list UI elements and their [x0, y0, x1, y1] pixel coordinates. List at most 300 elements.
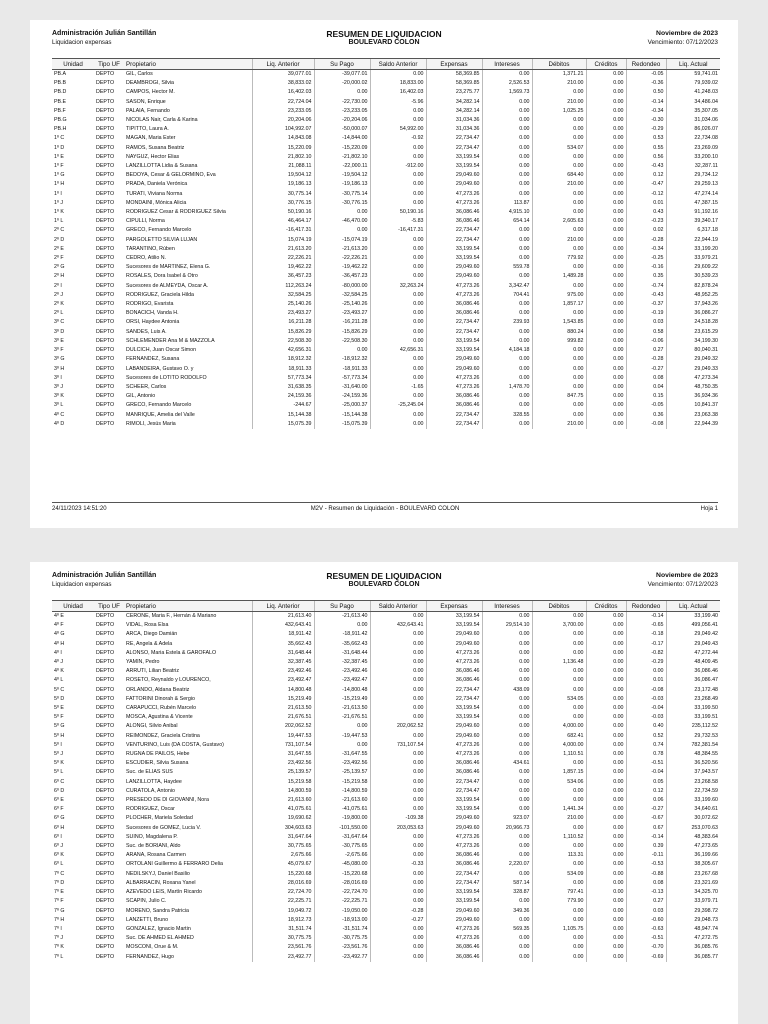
cell-expenses: 22,734.47 [426, 879, 482, 888]
cell-owner: SCHEER, Carlos [126, 383, 167, 390]
cell-owner: ESCUDIER, Silvia Susana [126, 760, 189, 767]
cell-interest: 0.00 [482, 630, 532, 639]
cell-interest: 0.00 [482, 796, 532, 805]
cell-interest: 0.00 [482, 658, 532, 667]
cell-rounding: 0.08 [626, 879, 666, 888]
cell-expenses: 29,049.60 [426, 916, 482, 925]
cell-unit: 3º L [54, 402, 64, 409]
table-row [52, 879, 720, 888]
cell-credits: 0.00 [586, 411, 626, 420]
cell-interest: 0.00 [482, 851, 532, 860]
cell-debits: 0.00 [532, 116, 586, 125]
table-row [52, 383, 720, 392]
table-row [52, 704, 720, 713]
table-row [52, 254, 720, 263]
cell-debits: 0.00 [532, 842, 586, 851]
table-row [52, 79, 720, 88]
cell-interest: 0.00 [482, 70, 532, 80]
cell-rounding: 0.56 [626, 153, 666, 162]
table-row [52, 750, 720, 759]
cell-interest: 0.00 [482, 897, 532, 906]
cell-prev-liq: 31,511.74 [252, 925, 314, 934]
table-row [52, 411, 720, 420]
cell-prev-liq: 14,843.08 [252, 134, 314, 143]
cell-prev-liq: 20,204.06 [252, 116, 314, 125]
cell-rounding: 0.03 [626, 907, 666, 916]
cell-debits: 1,543.85 [532, 318, 586, 327]
cell-current-liq: 36,934.36 [666, 392, 720, 401]
cell-current-liq: 48,409.45 [666, 658, 720, 667]
cell-rounding: -0.29 [626, 658, 666, 667]
cell-type: DEPTO [96, 861, 115, 868]
cell-prev-balance: 0.00 [370, 171, 426, 180]
cell-current-liq: 29,732.53 [666, 732, 720, 741]
cell-unit: 7º J [54, 935, 64, 942]
cell-unit: 3º H [54, 365, 65, 372]
cell-prev-liq: 15,074.19 [252, 236, 314, 245]
table-row [52, 355, 720, 364]
cell-credits: 0.00 [586, 226, 626, 235]
cell-credits: 0.00 [586, 943, 626, 952]
column-header-expenses: Expensas [426, 59, 482, 70]
cell-interest: 0.00 [482, 355, 532, 364]
cell-owner: DEAMBROGI, Silvia [126, 80, 174, 87]
cell-credits: 0.00 [586, 337, 626, 346]
cell-interest: 29,514.10 [482, 621, 532, 630]
cell-current-liq: 36,520.56 [666, 759, 720, 768]
cell-prev-liq: 25,139.57 [252, 768, 314, 777]
cell-current-liq: 23,172.48 [666, 686, 720, 695]
cell-prev-liq: 15,219.49 [252, 695, 314, 704]
cell-prev-balance: -5.83 [370, 217, 426, 226]
cell-type: DEPTO [96, 98, 115, 105]
cell-type: DEPTO [96, 879, 115, 886]
cell-rounding: -0.17 [626, 640, 666, 649]
cell-prev-balance: 0.00 [370, 695, 426, 704]
cell-prev-balance: 0.00 [370, 411, 426, 420]
cell-debits: 0.00 [532, 704, 586, 713]
cell-current-liq: 48,952.25 [666, 291, 720, 300]
table-row [52, 722, 720, 731]
table-row [52, 180, 720, 189]
table-row [52, 649, 720, 658]
cell-interest: 0.00 [482, 328, 532, 337]
cell-interest: 0.00 [482, 116, 532, 125]
cell-rounding: 0.50 [626, 88, 666, 97]
column-header-current-liq: Liq. Actual [666, 59, 720, 70]
cell-unit: 1º I [54, 190, 62, 197]
cell-credits: 0.00 [586, 787, 626, 796]
cell-payment: -30,775.65 [314, 842, 370, 851]
cell-prev-balance: -25,245.04 [370, 401, 426, 410]
cell-type: DEPTO [96, 236, 115, 243]
cell-expenses: 36,086.46 [426, 667, 482, 676]
cell-prev-balance: 0.00 [370, 676, 426, 685]
cell-interest: 0.00 [482, 254, 532, 263]
cell-expenses: 22,734.47 [426, 318, 482, 327]
cell-prev-liq: 30,776.15 [252, 199, 314, 208]
cell-type: DEPTO [96, 935, 115, 942]
cell-payment: -15,220.68 [314, 870, 370, 879]
cell-debits: 210.00 [532, 420, 586, 429]
cell-credits: 0.00 [586, 125, 626, 134]
cell-expenses: 29,049.60 [426, 814, 482, 823]
cell-owner: RODRIGUEZ, Oscar [126, 806, 175, 813]
cell-credits: 0.00 [586, 98, 626, 107]
cell-current-liq: 34,199.30 [666, 337, 720, 346]
cell-payment: -19,504.12 [314, 171, 370, 180]
cell-debits: 1,441.34 [532, 805, 586, 814]
cell-prev-balance: 0.00 [370, 934, 426, 943]
cell-expenses: 29,049.60 [426, 732, 482, 741]
cell-credits: 0.00 [586, 796, 626, 805]
cell-unit: PB.D [54, 89, 67, 96]
cell-expenses: 33,199.54 [426, 254, 482, 263]
cell-debits: 1,857.15 [532, 768, 586, 777]
cell-unit: 3º K [54, 393, 64, 400]
cell-payment: -22,000.11 [314, 162, 370, 171]
cell-current-liq: 47,272.75 [666, 934, 720, 943]
column-header-type: Tipo UF [94, 601, 124, 612]
cell-expenses: 36,086.46 [426, 943, 482, 952]
cell-prev-balance: 0.00 [370, 649, 426, 658]
cell-interest: 0.00 [482, 833, 532, 842]
cell-prev-liq: 22,724.04 [252, 98, 314, 107]
cell-payment: -23,492.46 [314, 667, 370, 676]
cell-unit: 7º H [54, 916, 65, 923]
cell-prev-liq: 15,075.39 [252, 420, 314, 429]
cell-rounding: 0.27 [626, 346, 666, 355]
cell-credits: 0.00 [586, 355, 626, 364]
cell-type: DEPTO [96, 806, 115, 813]
cell-expenses: 29,049.60 [426, 907, 482, 916]
cell-type: DEPTO [96, 411, 115, 418]
cell-current-liq: 6,317.18 [666, 226, 720, 235]
cell-rounding: -0.74 [626, 282, 666, 291]
building-name: BOULEVARD COLON [348, 39, 420, 46]
cell-prev-liq: 39,077.01 [252, 70, 314, 80]
cell-prev-liq: 15,220.68 [252, 870, 314, 879]
cell-current-liq: 36,086.27 [666, 309, 720, 318]
cell-prev-balance: 0.00 [370, 851, 426, 860]
cell-unit: 6º I [54, 833, 62, 840]
cell-prev-liq: 21,613.40 [252, 612, 314, 622]
cell-prev-liq: 23,492.46 [252, 667, 314, 676]
cell-owner: CARAPUCCI, Rubén Marcelo [126, 705, 197, 712]
cell-debits: 0.00 [532, 208, 586, 217]
cell-unit: 7º D [54, 879, 65, 886]
cell-type: DEPTO [96, 383, 115, 390]
cell-type: DEPTO [96, 126, 115, 133]
table-row [52, 695, 720, 704]
cell-type: DEPTO [96, 870, 115, 877]
cell-prev-balance: 0.00 [370, 925, 426, 934]
table-row [52, 116, 720, 125]
cell-debits: 210.00 [532, 180, 586, 189]
cell-payment: -23,492.56 [314, 759, 370, 768]
cell-interest: 0.00 [482, 778, 532, 787]
cell-owner: FATTORINI Dinorah & Sergio [126, 695, 195, 702]
cell-rounding: -0.47 [626, 180, 666, 189]
cell-unit: 6º D [54, 787, 65, 794]
cell-unit: PB.A [54, 71, 67, 77]
cell-unit: 4º H [54, 640, 65, 647]
cell-current-liq: 36,085.76 [666, 943, 720, 952]
cell-unit: 4º I [54, 649, 62, 656]
cell-prev-liq: 30,775.75 [252, 934, 314, 943]
cell-owner: MONDAINI, Mónica Alicia [126, 199, 187, 206]
cell-credits: 0.00 [586, 649, 626, 658]
column-header-credits: Créditos [586, 59, 626, 70]
liquidation-table [52, 600, 720, 962]
cell-current-liq: 33,199.51 [666, 713, 720, 722]
cell-expenses: 36,086.46 [426, 851, 482, 860]
cell-credits: 0.00 [586, 272, 626, 281]
cell-rounding: 0.35 [626, 272, 666, 281]
cell-rounding: -0.70 [626, 943, 666, 952]
cell-type: DEPTO [96, 291, 115, 298]
table-row [52, 374, 720, 383]
table-row [52, 778, 720, 787]
table-row [52, 208, 720, 217]
cell-owner: NICOLAS Nair, Carla & Karina [126, 117, 198, 124]
cell-current-liq: 24,518.28 [666, 318, 720, 327]
table-row [52, 263, 720, 272]
cell-owner: ALBARRACIN, Roxana Yanel [126, 879, 196, 886]
cell-credits: 0.00 [586, 722, 626, 731]
cell-payment: 0.00 [314, 208, 370, 217]
cell-unit: 2º K [54, 301, 64, 308]
cell-debits: 1,136.48 [532, 658, 586, 667]
table-row [52, 640, 720, 649]
table-row [52, 70, 720, 80]
table-row [52, 420, 720, 429]
table-row [52, 401, 720, 410]
admin-name: Administración Julián Santillán [52, 572, 157, 579]
cell-payment: -25,140.26 [314, 300, 370, 309]
cell-prev-liq: 24,159.36 [252, 392, 314, 401]
cell-type: DEPTO [96, 705, 115, 712]
cell-credits: 0.00 [586, 768, 626, 777]
cell-unit: 2º I [54, 282, 62, 289]
cell-current-liq: 37,943.57 [666, 768, 720, 777]
cell-expenses: 36,086.46 [426, 208, 482, 217]
cell-credits: 0.00 [586, 144, 626, 153]
column-header-payment: Su Pago [314, 59, 370, 70]
cell-unit: 5º J [54, 751, 64, 758]
cell-prev-liq: 22,724.70 [252, 888, 314, 897]
cell-debits: 1,110.51 [532, 750, 586, 759]
cell-payment: -31,647.55 [314, 750, 370, 759]
cell-unit: 4º E [54, 613, 64, 619]
cell-expenses: 33,199.54 [426, 245, 482, 254]
cell-type: DEPTO [96, 264, 115, 271]
cell-current-liq: 36,199.66 [666, 851, 720, 860]
report-title: RESUMEN DE LIQUIDACION [326, 29, 442, 39]
cell-expenses: 33,199.54 [426, 153, 482, 162]
cell-type: DEPTO [96, 393, 115, 400]
cell-expenses: 58,369.85 [426, 79, 482, 88]
report-page-2 [30, 562, 738, 1024]
cell-current-liq: 47,272.44 [666, 649, 720, 658]
cell-expenses: 47,273.26 [426, 374, 482, 383]
cell-prev-balance: 0.00 [370, 833, 426, 842]
cell-debits: 0.00 [532, 879, 586, 888]
cell-payment: -57,773.34 [314, 374, 370, 383]
cell-payment: -41,075.61 [314, 805, 370, 814]
cell-unit: 3º F [54, 347, 64, 354]
cell-type: DEPTO [96, 769, 115, 776]
column-header-prev-liq: Liq. Anterior [252, 601, 314, 612]
cell-owner: GIL, Antonio [126, 393, 156, 400]
cell-debits: 0.00 [532, 630, 586, 639]
cell-type: DEPTO [96, 760, 115, 767]
cell-owner: ROSALES, Dora Isabel & Otro [126, 273, 198, 280]
table-row [52, 888, 720, 897]
cell-payment: -39,077.01 [314, 70, 370, 80]
cell-interest: 0.00 [482, 943, 532, 952]
cell-interest: 3,342.47 [482, 282, 532, 291]
cell-credits: 0.00 [586, 383, 626, 392]
cell-unit: PB.H [54, 126, 67, 133]
cell-credits: 0.00 [586, 374, 626, 383]
cell-prev-balance: 32,263.24 [370, 282, 426, 291]
cell-prev-liq: 30,775.65 [252, 842, 314, 851]
cell-prev-balance: -16,417.31 [370, 226, 426, 235]
cell-prev-liq: 2,675.66 [252, 851, 314, 860]
cell-payment: -25,139.57 [314, 768, 370, 777]
cell-expenses: 34,282.14 [426, 98, 482, 107]
cell-owner: YAMIN, Pedro [126, 659, 160, 666]
cell-type: DEPTO [96, 695, 115, 702]
cell-owner: MOSCONI, Orue & M. [126, 944, 179, 951]
cell-prev-liq: 38,833.02 [252, 79, 314, 88]
cell-type: DEPTO [96, 255, 115, 262]
cell-owner: RE, Angela & Adela [126, 640, 173, 647]
cell-prev-balance: 0.00 [370, 787, 426, 796]
cell-debits: 0.00 [532, 383, 586, 392]
cell-unit: 1º H [54, 181, 65, 188]
cell-unit: 4º C [54, 411, 65, 418]
cell-prev-balance: 0.00 [370, 116, 426, 125]
cell-credits: 0.00 [586, 934, 626, 943]
building-name: BOULEVARD COLON [348, 581, 420, 588]
cell-payment: -31,648.44 [314, 649, 370, 658]
cell-interest: 587.14 [482, 879, 532, 888]
table-row [52, 392, 720, 401]
cell-payment: -20,204.06 [314, 116, 370, 125]
cell-payment: -22,225.71 [314, 897, 370, 906]
cell-rounding: -0.25 [626, 254, 666, 263]
cell-expenses: 33,199.54 [426, 805, 482, 814]
cell-owner: PLOCHER, Mariela Soledad [126, 815, 193, 822]
cell-prev-liq: 35,662.43 [252, 640, 314, 649]
cell-credits: 0.00 [586, 897, 626, 906]
cell-unit: PB.E [54, 98, 67, 105]
cell-owner: LANZILLOTTA, Haydee [126, 778, 182, 785]
cell-owner: BEDOYA, Cesar & GELORMINO, Eva [126, 172, 216, 179]
cell-prev-liq: 16,402.03 [252, 88, 314, 97]
cell-unit: 1º K [54, 209, 64, 216]
table-row [52, 134, 720, 143]
cell-interest: 0.00 [482, 226, 532, 235]
cell-expenses: 22,734.47 [426, 778, 482, 787]
table-body [52, 612, 720, 962]
cell-prev-balance: 0.00 [370, 713, 426, 722]
cell-rounding: -0.08 [626, 420, 666, 429]
cell-current-liq: 36,086.46 [666, 667, 720, 676]
column-header-debits: Débitos [532, 601, 586, 612]
report-subtitle: Liquidacion expensas [52, 39, 112, 46]
cell-type: DEPTO [96, 227, 115, 234]
cell-rounding: -0.04 [626, 768, 666, 777]
cell-type: DEPTO [96, 135, 115, 142]
cell-unit: 5º F [54, 714, 64, 721]
cell-current-liq: 36,086.47 [666, 676, 720, 685]
cell-prev-liq: 23,233.05 [252, 107, 314, 116]
cell-interest: 0.00 [482, 337, 532, 346]
cell-prev-liq: 15,219.58 [252, 778, 314, 787]
cell-current-liq: 10,841.37 [666, 401, 720, 410]
table-row [52, 291, 720, 300]
table-row [52, 916, 720, 925]
cell-credits: 0.00 [586, 291, 626, 300]
cell-rounding: 0.01 [626, 676, 666, 685]
table-row [52, 824, 720, 833]
cell-expenses: 29,049.60 [426, 272, 482, 281]
table-row [52, 217, 720, 226]
cell-owner: CURATOLA, Antonio [126, 787, 175, 794]
cell-unit: 4º J [54, 659, 64, 666]
cell-expenses: 29,049.60 [426, 640, 482, 649]
table-row [52, 953, 720, 962]
cell-prev-balance: 0.00 [370, 318, 426, 327]
cell-rounding: -0.05 [626, 401, 666, 410]
cell-expenses: 33,199.54 [426, 704, 482, 713]
cell-debits: 0.00 [532, 916, 586, 925]
table-row [52, 897, 720, 906]
cell-expenses: 34,282.14 [426, 107, 482, 116]
cell-current-liq: 35,307.05 [666, 107, 720, 116]
cell-rounding: -0.13 [626, 888, 666, 897]
cell-credits: 0.00 [586, 309, 626, 318]
cell-type: DEPTO [96, 310, 115, 317]
page-footer [52, 502, 718, 514]
cell-payment: 0.00 [314, 226, 370, 235]
cell-prev-liq: 14,800.48 [252, 686, 314, 695]
cell-interest: 0.00 [482, 392, 532, 401]
cell-prev-liq: 41,075.61 [252, 805, 314, 814]
cell-owner: MORENO, Sandra Patricia [126, 907, 189, 914]
cell-interest: 328.55 [482, 411, 532, 420]
table-row [52, 676, 720, 685]
cell-prev-liq: 18,912.73 [252, 916, 314, 925]
cell-prev-balance: 203,053.63 [370, 824, 426, 833]
cell-current-liq: 23,267.68 [666, 870, 720, 879]
cell-debits: 0.00 [532, 907, 586, 916]
cell-owner: CAMPOS, Hector M. [126, 89, 175, 96]
cell-credits: 0.00 [586, 134, 626, 143]
cell-rounding: -0.14 [626, 833, 666, 842]
cell-owner: Suc. de BORIANI, Aldo [126, 843, 181, 850]
cell-payment: -21,613.40 [314, 612, 370, 622]
cell-owner: SCAPIN, Julio C. [126, 898, 167, 905]
cell-rounding: -0.18 [626, 630, 666, 639]
cell-rounding: -0.30 [626, 116, 666, 125]
cell-owner: GONZALEZ, Ignacio Martin [126, 925, 191, 932]
cell-type: DEPTO [96, 659, 115, 666]
cell-debits: 682.41 [532, 732, 586, 741]
